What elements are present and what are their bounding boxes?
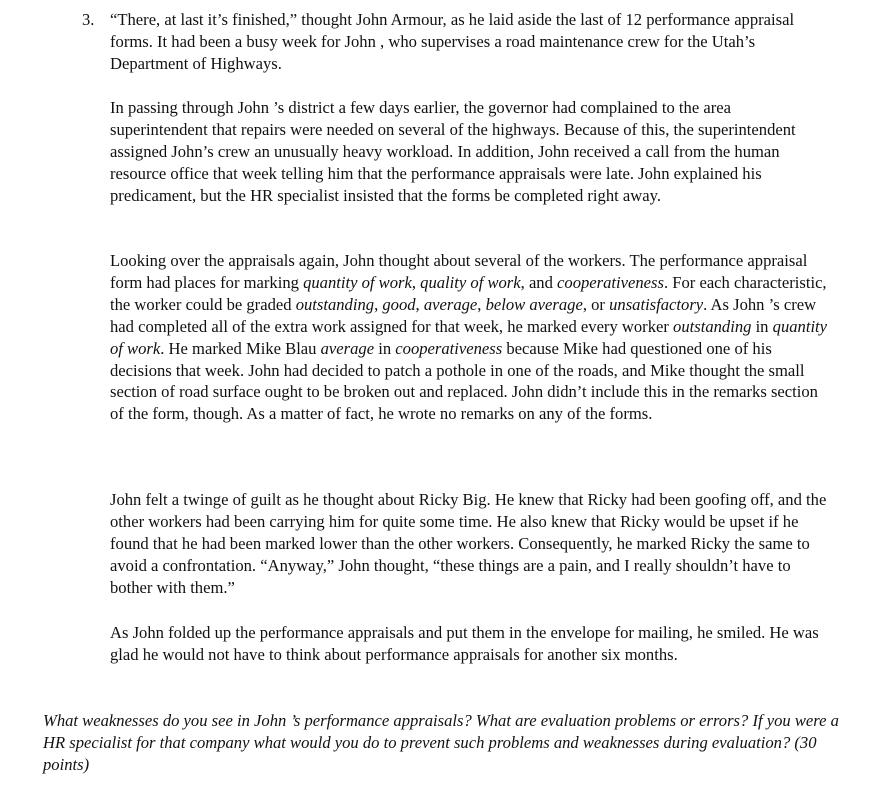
emphasis-quantity-of-work: quantity of work (110, 316, 828, 358)
text-span: in (374, 338, 396, 358)
text-span: in (751, 316, 773, 336)
paragraph-appraisal-review (110, 250, 832, 425)
emphasis-good: good (382, 294, 416, 314)
emphasis-unsatisfactory: unsatisfactory (609, 294, 704, 314)
emphasis-cooperativeness: cooperativeness (395, 338, 503, 358)
emphasis-outstanding: outstanding (295, 294, 375, 314)
emphasis-cooperativeness: cooperativeness (557, 272, 664, 292)
paragraph-intro: “There, at last it’s finished,” thought John Armour, as he laid aside the last of 12 performance appraisal forms. It had been a busy week for John , who supervises a road maintenance crew for the Utah’s Department of Highways. (110, 10, 795, 73)
emphasis-average: average (320, 338, 375, 358)
paragraph-conclusion: As John folded up the performance appraisals and put them in the envelope for mailing, he smiled. He was glad he would not have to think about performance appraisals for another six months. (110, 623, 819, 664)
text-span: , and (520, 272, 558, 292)
text-span: . He marked Mike Blau (160, 338, 321, 358)
emphasis-below-average: below average (485, 294, 583, 314)
text-span: . As John ’s crew had completed all of the extra work assigned for that week, he marked every worker (110, 294, 817, 336)
text-span: , or (582, 294, 610, 314)
emphasis-quality-of-work: quality of work (420, 272, 521, 292)
item-number: 3. (82, 10, 95, 29)
paragraph-ricky-big: John felt a twinge of guilt as he thought about Ricky Big. He knew that Ricky had been goofing off, and the other workers had been carrying him for quite some time. He also knew that Ricky would be upset if he found that he had been marked lower than the other workers. Consequently, he marked Ricky the same to avoid a confrontation. “Anyway,” John thought, “these things are a pain, and I really shouldn’t have to bother with them.” (110, 490, 827, 597)
text-span: , (411, 272, 421, 292)
emphasis-average: average (423, 294, 478, 314)
text-span: Looking over the appraisals again, John thought about several of the workers. The performance appraisal form had places for marking (110, 251, 808, 292)
text-span: because Mike had questioned one of his decisions that week. John had decided to patch a pothole in one of the roads, and Mike thought the small section of road surface ought to be broken out and replaced. John didn’t include this in the remarks section of the form, though. As a matter of fact, he wrote no remarks on any of the forms. (110, 338, 818, 424)
text-span: , (374, 294, 383, 314)
paragraph-background: In passing through John ’s district a few days earlier, the governor had complained to the area superintendent that repairs were needed on several of the highways. Because of this, the superintendent assigned John’s crew an unusually heavy workload. In addition, John received a call from the human resource office that week telling him that the performance appraisals were late. John explained his predicament, but the HR specialist insisted that the forms be completed right away. (110, 98, 796, 205)
text-span: . For each characteristic, the worker could be graded (110, 272, 827, 314)
text-span: , (415, 294, 424, 314)
assignment-question: What weaknesses do you see in John ’s performance appraisals? What are evaluation problems or errors? If you were a HR specialist for that company what would you do to prevent such problems and weaknesses during evaluation? (30 points) (43, 711, 839, 774)
emphasis-quantity-of-work: quantity of work (303, 272, 412, 292)
text-span: , (477, 294, 486, 314)
emphasis-outstanding: outstanding (673, 316, 752, 336)
